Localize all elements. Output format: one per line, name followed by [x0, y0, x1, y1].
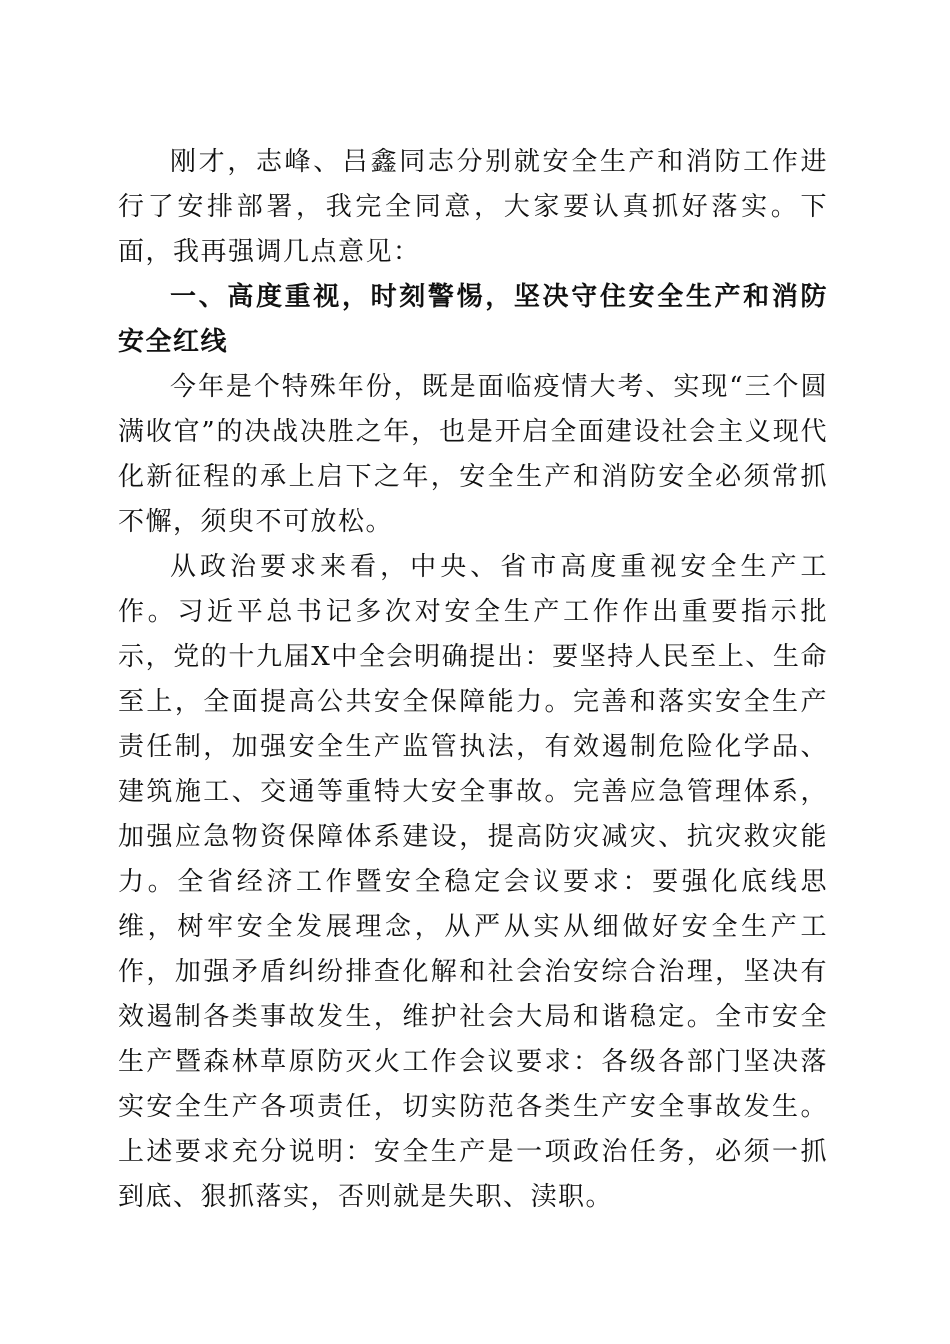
section-heading-1: 一、高度重视，时刻警惕，坚决守住安全生产和消防安全红线 [118, 282, 828, 357]
paragraph-political-requirements: 从政治要求来看，中央、省市高度重视安全生产工作。习近平总书记多次对安全生产工作作出重要指示批示，党的十九届X中全会明确提出：要坚持人民至上、生命至上，全面提高公共安全保障能力。完善和落实安全生产责任制，加强安全生产监管执法，有效遏制危险化学品、建筑施工、交通等重特大安全事故。完善应急管理体系，加强应急物资保障体系建设，提高防灾减灾、抗灾救灾能力。全省经济工作暨安全稳定会议要求：要强化底线思维，树牢安全发展理念，从严从实从细做好安全生产工作，加强矛盾纠纷排查化解和社会治安综合治理，坚决有效遏制各类事故发生，维护社会大局和谐稳定。全市安全生产暨森林草原防灭火工作会议要求：各级各部门坚决落实安全生产各项责任，切实防范各类生产安全事故发生。上述要求充分说明：安全生产是一项政治任务，必须一抓到底、狠抓落实，否则就是失职、渎职。 [118, 552, 828, 1212]
document-body [118, 140, 828, 1220]
paragraph-intro: 刚才，志峰、吕鑫同志分别就安全生产和消防工作进行了安排部署，我完全同意，大家要认真抓好落实。下面，我再强调几点意见： [118, 147, 828, 267]
paragraph-special-year: 今年是个特殊年份，既是面临疫情大考、实现“三个圆满收官”的决战决胜之年，也是开启全面建设社会主义现代化新征程的承上启下之年，安全生产和消防安全必须常抓不懈，须臾不可放松。 [118, 372, 828, 537]
